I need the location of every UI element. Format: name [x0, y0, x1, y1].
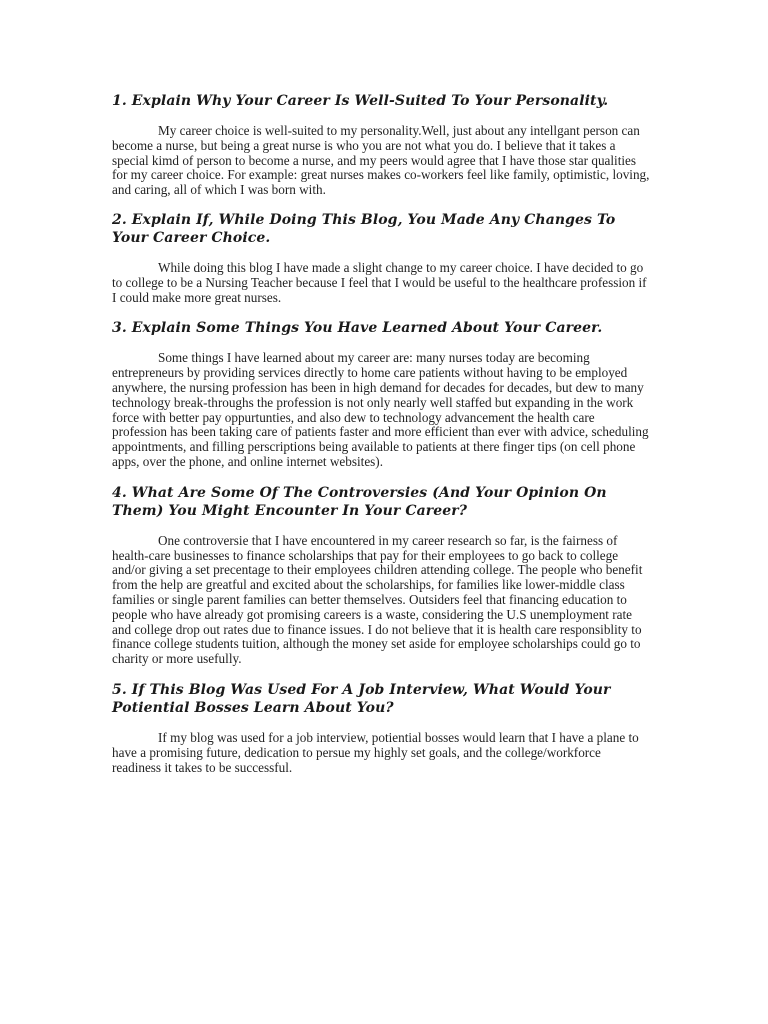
section-4 — [112, 484, 650, 667]
document-content — [112, 90, 650, 787]
section-5-body: If my blog was used for a job interview, potiential bosses would learn that I have a plane to have a promising future, dedication to persue my highly set goals, and the college/workforce readiness it takes to be successful. — [112, 729, 639, 775]
section-1-body: My career choice is well-suited to my personality.Well, just about any intellgant person can become a nurse, but being a great nurse is who you are not what you do. I believe that it takes a special kimd of person to become a nurse, and my peers would agree that I have those star qualities for my career choice. For example: great nurses makes co-workers feel like family, optimistic, loving, and caring, all of which I was born with. — [112, 123, 650, 198]
section-2-heading: 2. Explain If, While Doing This Blog, You Made Any Changes To Your Career Choice. — [112, 211, 616, 246]
section-1 — [112, 92, 650, 198]
section-1-heading: 1. Explain Why Your Career Is Well-Suited To Your Personality. — [112, 93, 609, 109]
section-4-body: One controversie that I have encountered in my career research so far, is the fairness of health-care businesses to finance scholarships that pay for their employees to go back to college and/or giving a set precentage to their employees children attending college. The people who benefit from the help are greatful and excited about the scholarships, for families like lower-middle class families or single parent families can better themselves. Outsiders feel that financing education to people who have already got promising careers is a waste, considering the U.S unemployment rate and college drop out rates due to finance issues. I do not believe that it is health care responsiblity to finance college students tuition, although the money set aside for employee scholarships could go to charity or more usefully. — [112, 532, 643, 667]
section-3 — [112, 319, 650, 469]
section-4-heading: 4. What Are Some Of The Controversies (And Your Opinion On Them) You Might Encounter In Your Career? — [112, 484, 607, 519]
section-3-body: Some things I have learned about my career are: many nurses today are becoming entrepreneurs by providing services directly to home care patients without having to be employed anywhere, the nursing profession has been in high demand for decades for decades, but dew to many technology break-throughs the profession is not only nearly well staffed but expanding in the work force with better pay oppurtunties, and also dew to technology advancement the health care profession has been taking care of patients faster and more efficient than ever with advice, scheduling appointments, and filling perscriptions being available to patients at there finger tips (on cell phone apps, over the phone, and online internet websites). — [112, 350, 649, 469]
section-2-body: While doing this blog I have made a slight change to my career choice. I have decided to go to college to be a Nursing Teacher because I feel that I would be useful to the healthcare profession if I could make more great nurses. — [112, 259, 647, 305]
section-5 — [112, 681, 650, 775]
section-2 — [112, 211, 650, 305]
section-5-heading: 5. If This Blog Was Used For A Job Interview, What Would Your Potiential Bosses Learn About You? — [112, 681, 611, 716]
section-3-heading: 3. Explain Some Things You Have Learned About Your Career. — [112, 320, 603, 337]
